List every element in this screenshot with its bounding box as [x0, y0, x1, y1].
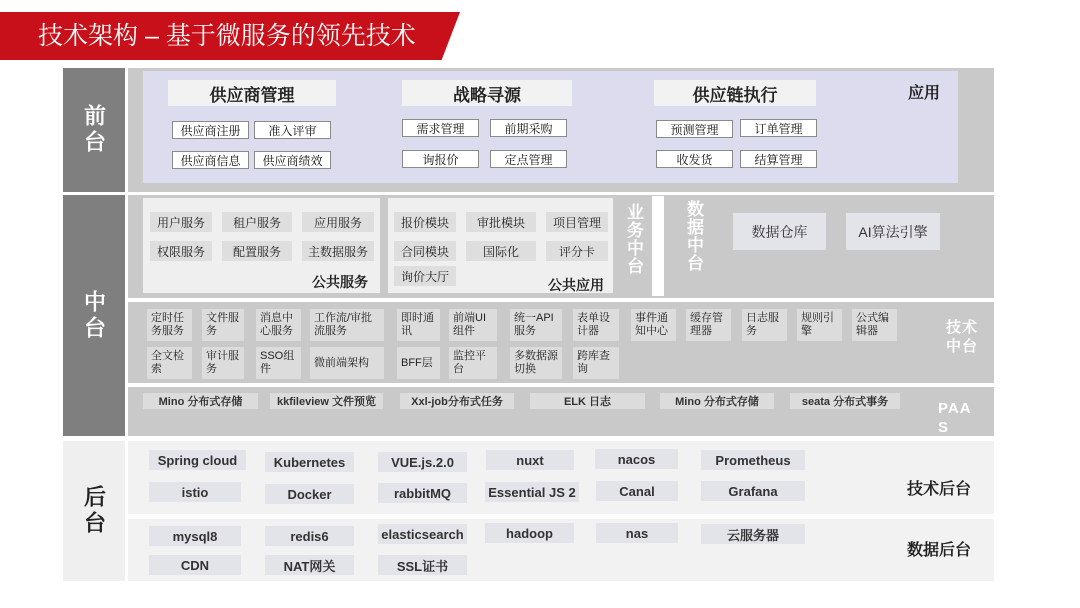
tech-item[interactable]: Docker: [265, 484, 354, 504]
monitoring-platform[interactable]: 监控平台: [449, 347, 497, 379]
tech-item[interactable]: Essential JS 2: [485, 482, 579, 502]
admission-review-button[interactable]: 准入评审: [254, 121, 331, 139]
approval-module[interactable]: 审批模块: [466, 212, 536, 232]
scorecard[interactable]: 评分卡: [546, 241, 608, 261]
paas-item[interactable]: Mino 分布式存储: [143, 393, 258, 409]
data-item[interactable]: CDN: [149, 555, 241, 575]
public-service-label: 公共服务: [312, 274, 368, 290]
inquiry-hall[interactable]: 询价大厅: [394, 266, 456, 286]
micro-frontend[interactable]: 微前端架构: [310, 347, 384, 379]
separator: [128, 383, 994, 387]
tech-item[interactable]: Grafana: [701, 481, 805, 501]
sso-component[interactable]: SSO组件: [256, 347, 301, 379]
tech-item[interactable]: nacos: [595, 449, 678, 469]
permission-service[interactable]: 权限服务: [150, 241, 212, 261]
tech-item[interactable]: Prometheus: [701, 450, 805, 470]
data-item[interactable]: NAT网关: [265, 555, 354, 575]
message-center-service[interactable]: 消息中心服务: [256, 309, 301, 341]
data-backend-label: 数据后台: [907, 542, 972, 559]
receiving-shipping-button[interactable]: 收发货: [656, 150, 733, 168]
tier-back: 后台: [63, 441, 125, 581]
quote-module[interactable]: 报价模块: [394, 212, 456, 232]
settlement-management-button[interactable]: 结算管理: [740, 150, 817, 168]
forecast-management-button[interactable]: 预测管理: [656, 120, 733, 138]
inquiry-quote-button[interactable]: 询报价: [402, 150, 479, 168]
paas-item[interactable]: seata 分布式事务: [790, 393, 900, 409]
tech-item[interactable]: Canal: [596, 481, 678, 501]
tier-middle: 中台: [63, 195, 125, 436]
form-designer[interactable]: 表单设计器: [573, 309, 619, 341]
audit-service[interactable]: 审计服务: [202, 347, 244, 379]
tier-front: 前台: [63, 68, 125, 192]
ai-algorithm-engine[interactable]: AI算法引擎: [846, 213, 940, 250]
tech-item[interactable]: Spring cloud: [149, 450, 246, 470]
supplier-management-title: 供应商管理: [168, 80, 336, 106]
bff-layer[interactable]: BFF层: [397, 347, 440, 379]
data-center-label: 数据中台: [684, 200, 703, 272]
project-management[interactable]: 项目管理: [546, 212, 608, 232]
tech-backend-label: 技术后台: [907, 481, 972, 498]
application-label: 应用: [908, 85, 941, 102]
paas-item[interactable]: Xxl-job分布式任务: [400, 393, 514, 409]
cross-db-query[interactable]: 跨库查询: [573, 347, 619, 379]
instant-messaging[interactable]: 即时通讯: [397, 309, 440, 341]
separator: [128, 298, 994, 302]
tech-item[interactable]: rabbitMQ: [378, 483, 467, 503]
tech-item[interactable]: nuxt: [486, 450, 574, 470]
order-management-button[interactable]: 订单管理: [740, 119, 817, 137]
paas-item[interactable]: Mino 分布式存储: [660, 393, 774, 409]
event-notification-center[interactable]: 事件通知中心: [631, 309, 676, 341]
tenant-service[interactable]: 租户服务: [222, 212, 292, 232]
strategic-sourcing-title: 战略寻源: [402, 80, 572, 106]
data-item[interactable]: 云服务器: [701, 524, 805, 544]
data-item[interactable]: hadoop: [485, 523, 574, 543]
data-warehouse[interactable]: 数据仓库: [733, 213, 826, 250]
supplier-info-button[interactable]: 供应商信息: [172, 151, 249, 169]
data-item[interactable]: SSL证书: [378, 555, 467, 575]
formula-editor[interactable]: 公式编辑器: [852, 309, 897, 341]
multi-datasource-switch[interactable]: 多数据源切换: [510, 347, 562, 379]
designated-point-button[interactable]: 定点管理: [490, 150, 567, 168]
tech-item[interactable]: VUE.js.2.0: [378, 452, 467, 472]
internationalization[interactable]: 国际化: [466, 241, 536, 261]
page-title: 技术架构 – 基于微服务的领先技术: [38, 22, 416, 50]
supply-chain-execution-title: 供应链执行: [654, 80, 816, 106]
demand-management-button[interactable]: 需求管理: [402, 119, 479, 137]
tech-item[interactable]: istio: [149, 482, 241, 502]
rule-engine[interactable]: 规则引擎: [797, 309, 842, 341]
file-service[interactable]: 文件服务: [202, 309, 244, 341]
separator: [128, 514, 994, 519]
data-item[interactable]: elasticsearch: [378, 524, 467, 544]
unified-api-service[interactable]: 统一API服务: [510, 309, 562, 341]
paas-item[interactable]: kkfileview 文件预览: [270, 393, 383, 409]
public-app-label: 公共应用: [548, 277, 604, 293]
supplier-performance-button[interactable]: 供应商绩效: [254, 151, 331, 169]
data-item[interactable]: redis6: [265, 526, 354, 546]
data-item[interactable]: mysql8: [149, 526, 241, 546]
early-procurement-button[interactable]: 前期采购: [490, 119, 567, 137]
tech-item[interactable]: Kubernetes: [265, 452, 354, 472]
master-data-service[interactable]: 主数据服务: [302, 241, 374, 261]
workflow-service[interactable]: 工作流/审批流服务: [310, 309, 384, 341]
supplier-register-button[interactable]: 供应商注册: [172, 121, 249, 139]
app-service[interactable]: 应用服务: [302, 212, 374, 232]
full-text-search[interactable]: 全文检索: [147, 347, 192, 379]
scheduled-task-service[interactable]: 定时任务服务: [147, 309, 192, 341]
tech-center-label: 技术中台: [946, 319, 979, 355]
business-center-label: 业务中台: [624, 203, 643, 275]
data-item[interactable]: nas: [596, 523, 678, 543]
log-service[interactable]: 日志服务: [742, 309, 787, 341]
cache-manager[interactable]: 缓存管理器: [686, 309, 731, 341]
paas-label: PAAS: [938, 400, 972, 436]
user-service[interactable]: 用户服务: [150, 212, 212, 232]
contract-module[interactable]: 合同模块: [394, 241, 456, 261]
paas-item[interactable]: ELK 日志: [530, 393, 645, 409]
divider: [652, 196, 664, 296]
config-service[interactable]: 配置服务: [222, 241, 292, 261]
frontend-ui-component[interactable]: 前端UI组件: [449, 309, 497, 341]
